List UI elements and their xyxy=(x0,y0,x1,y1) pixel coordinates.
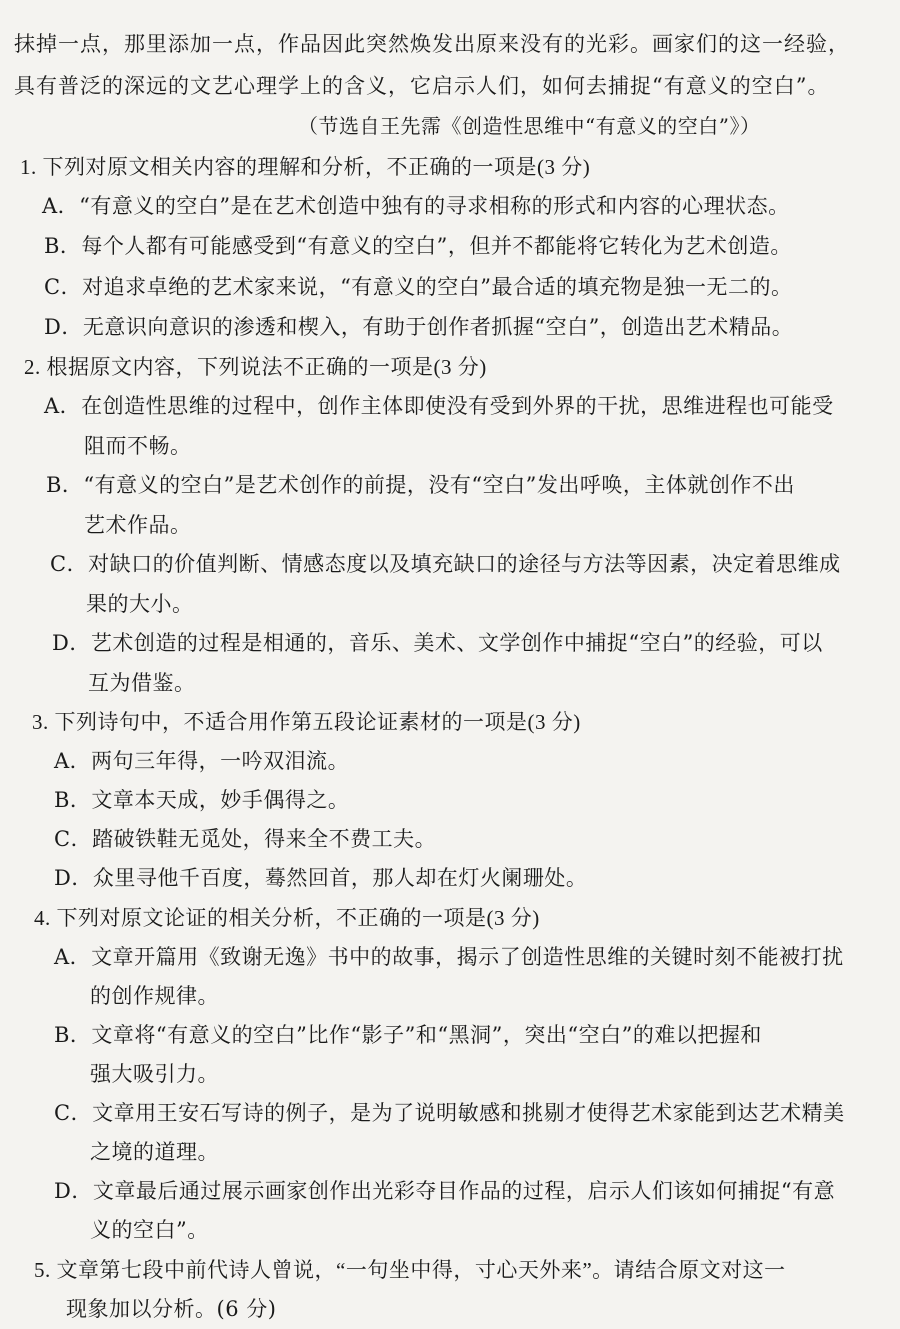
passage-line-1: 抹掉一点，那里添加一点，作品因此突然焕发出原来没有的光彩。画家们的这一经验， xyxy=(14,32,850,56)
question-4-option-d: D．文章最后通过展示画家创作出光彩夺目作品的过程，启示人们该如何捕捉“有意 xyxy=(54,1179,836,1203)
question-4-option-c-cont: 之境的道理。 xyxy=(90,1140,219,1164)
question-5-stem-cont: 现象加以分析。(6 分) xyxy=(66,1297,277,1321)
question-4-option-b-cont: 强大吸引力。 xyxy=(90,1062,219,1086)
question-3-option-d: D．众里寻他千百度，蓦然回首，那人却在灯火阑珊处。 xyxy=(54,866,588,890)
question-2-option-a: A．在创造性思维的过程中，创作主体即使没有受到外界的干扰，思维进程也可能受 xyxy=(44,394,834,418)
question-3-option-b: B．文章本天成，妙手偶得之。 xyxy=(54,788,350,812)
question-3-stem: 3. 下列诗句中，不适合用作第五段论证素材的一项是(3 分) xyxy=(32,710,581,734)
question-4-option-b: B．文章将“有意义的空白”比作“影子”和“黑洞”，突出“空白”的难以把握和 xyxy=(54,1023,762,1047)
question-1-stem: 1. 下列对原文相关内容的理解和分析，不正确的一项是(3 分) xyxy=(20,155,591,179)
question-1-option-c: C．对追求卓绝的艺术家来说，“有意义的空白”最合适的填充物是独一无二的。 xyxy=(44,275,793,299)
question-4-option-a-cont: 的创作规律。 xyxy=(90,984,219,1008)
question-2-stem: 2. 根据原文内容，下列说法不正确的一项是(3 分) xyxy=(24,355,487,379)
question-2-option-a-cont: 阻而不畅。 xyxy=(84,434,192,458)
passage-line-2: 具有普泛的深远的文艺心理学上的含义，它启示人们，如何去捕捉“有意义的空白”。 xyxy=(14,74,830,98)
question-4-stem: 4. 下列对原文论证的相关分析，不正确的一项是(3 分) xyxy=(34,906,540,930)
question-2-option-c: C．对缺口的价值判断、情感态度以及填充缺口的途径与方法等因素，决定着思维成 xyxy=(50,552,841,576)
question-3-option-c: C．踏破铁鞋无觅处，得来全不费工夫。 xyxy=(54,827,437,851)
question-3-option-a: A．两句三年得，一吟双泪流。 xyxy=(54,749,350,773)
question-5-stem: 5. 文章第七段中前代诗人曾说，“一句坐中得，寸心天外来”。请结合原文对这一 xyxy=(34,1258,786,1282)
passage-source: （节选自王先霈《创造性思维中“有意义的空白”》） xyxy=(298,114,761,138)
question-1-option-b: B．每个人都有可能感受到“有意义的空白”，但并不都能将它转化为艺术创造。 xyxy=(44,234,792,258)
question-1-option-a: A．“有意义的空白”是在艺术创造中独有的寻求相称的形式和内容的心理状态。 xyxy=(42,194,790,218)
question-4-option-d-cont: 义的空白”。 xyxy=(90,1218,209,1242)
question-1-option-d: D．无意识向意识的渗透和楔入，有助于创作者抓握“空白”，创造出艺术精品。 xyxy=(44,315,794,339)
question-2-option-b-cont: 艺术作品。 xyxy=(84,513,192,537)
question-2-option-b: B．“有意义的空白”是艺术创作的前提，没有“空白”发出呼唤，主体就创作不出 xyxy=(46,473,795,497)
question-4-option-a: A．文章开篇用《致谢无逸》书中的故事，揭示了创造性思维的关键时刻不能被打扰 xyxy=(54,945,844,969)
question-4-option-c: C．文章用王安石写诗的例子，是为了说明敏感和挑剔才使得艺术家能到达艺术精美 xyxy=(54,1101,845,1125)
question-2-option-c-cont: 果的大小。 xyxy=(86,592,194,616)
question-2-option-d-cont: 互为借鉴。 xyxy=(88,671,196,695)
question-2-option-d: D．艺术创造的过程是相通的，音乐、美术、文学创作中捕捉“空白”的经验，可以 xyxy=(52,631,823,655)
